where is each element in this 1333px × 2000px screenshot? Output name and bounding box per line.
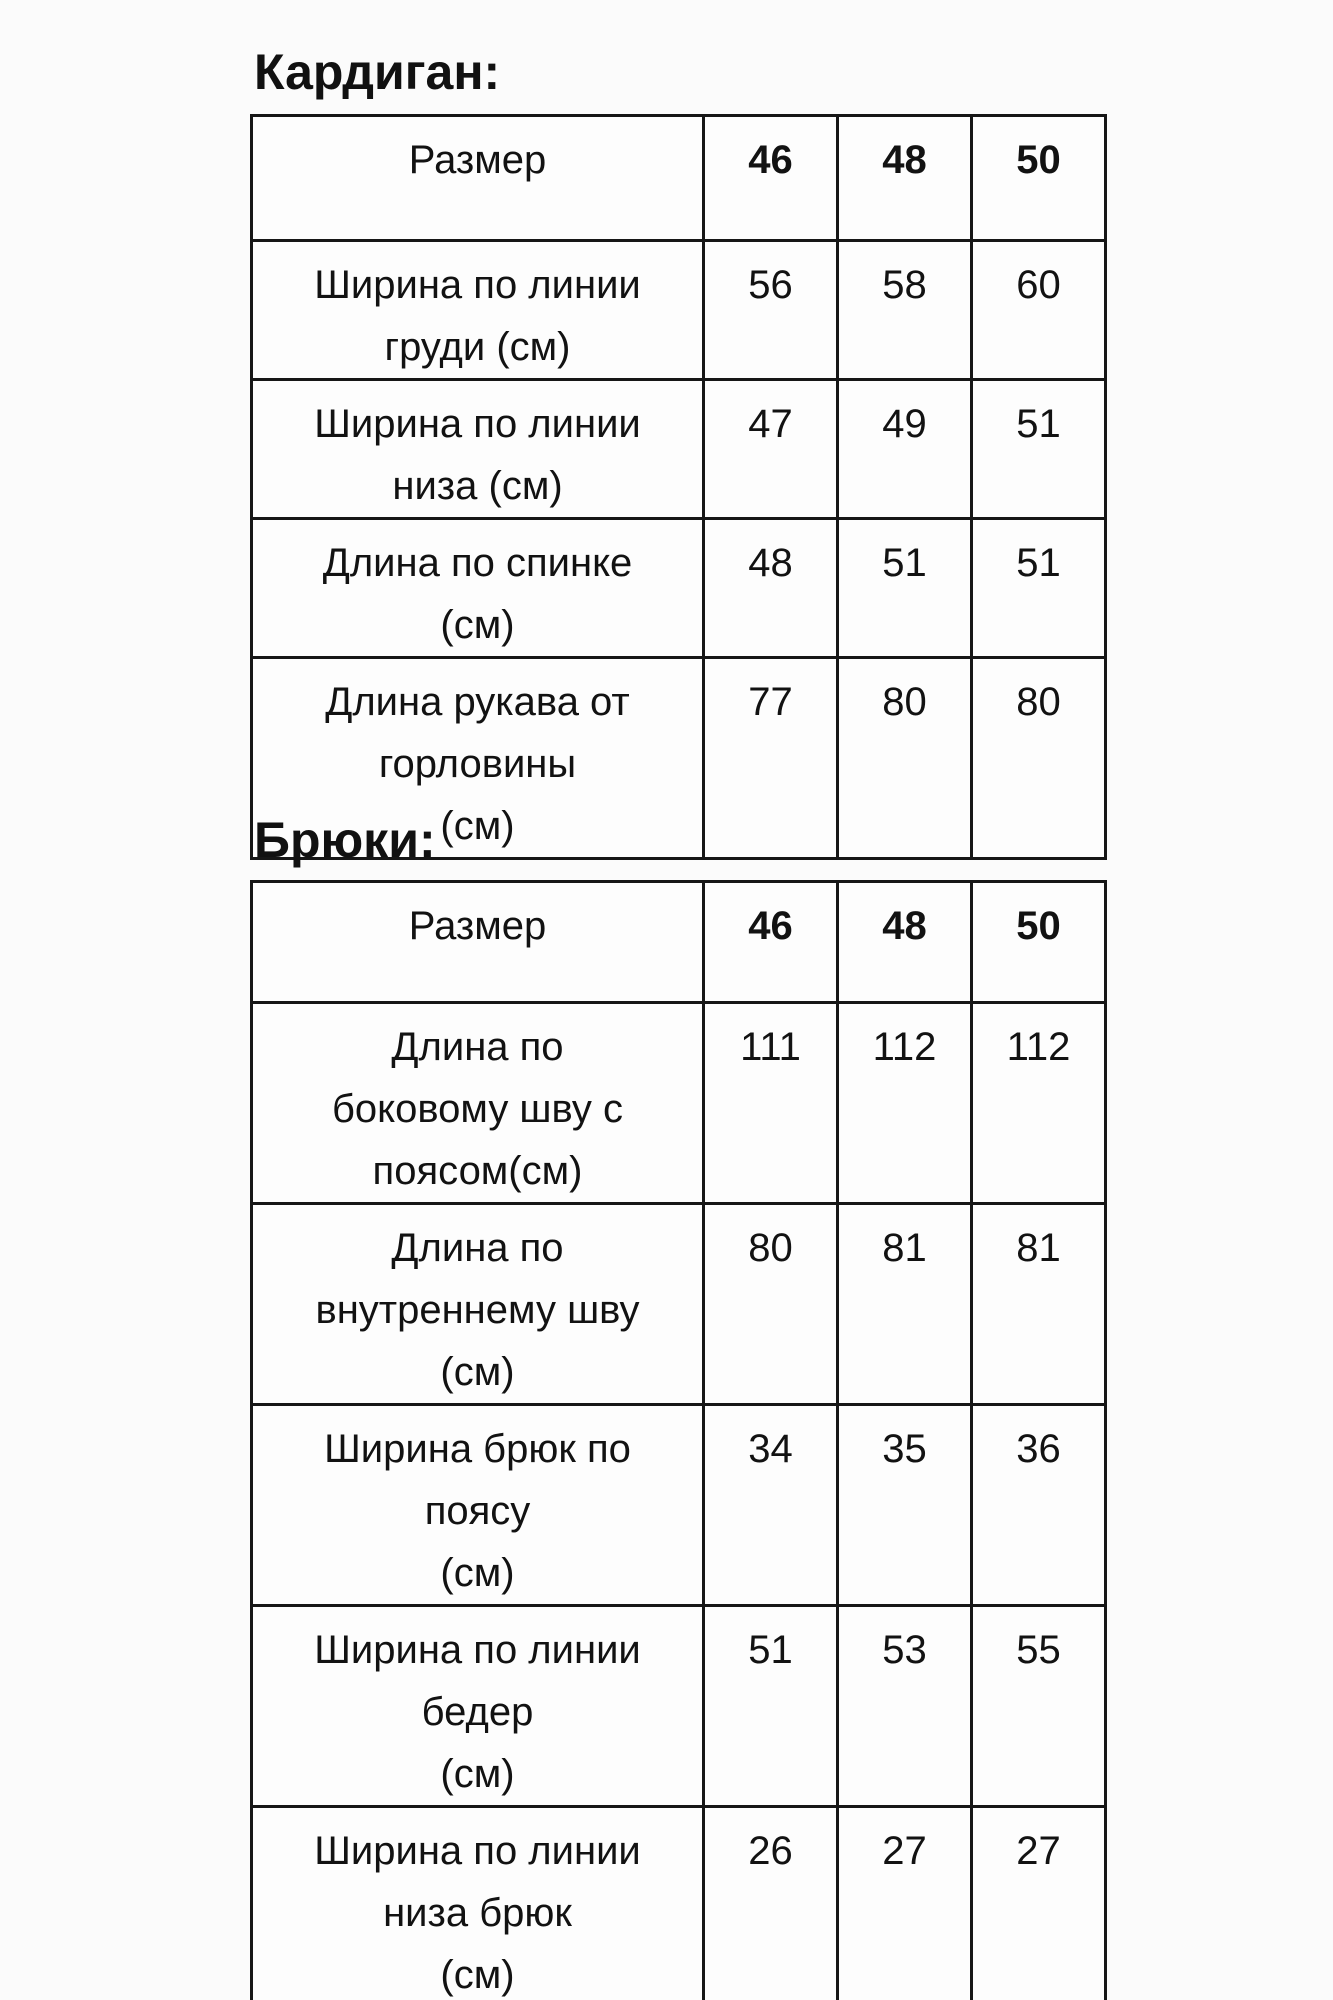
measurement-value-cell: 111 (704, 1003, 838, 1204)
measurement-label-line: Ширина по линии (314, 1628, 641, 1672)
size-column-header: 48 (838, 116, 972, 241)
measurement-value-cell: 27 (972, 1807, 1106, 2000)
trousers-section-title: Брюки: (254, 812, 436, 868)
measurement-label-line: (см) (440, 1551, 515, 1595)
measurement-value-cell: 26 (704, 1807, 838, 2000)
measurement-value-cell: 60 (972, 241, 1106, 380)
measurement-value-cell: 27 (838, 1807, 972, 2000)
measurement-label-cell (252, 1003, 704, 1204)
cardigan-section-title: Кардиган: (254, 44, 501, 100)
measurement-label-line: Ширина по линии (314, 263, 641, 307)
measurement-value-cell: 51 (838, 519, 972, 658)
measurement-value-cell: 80 (704, 1204, 838, 1405)
measurement-label-line: Ширина по линии (314, 402, 641, 446)
measurement-value-cell: 51 (972, 519, 1106, 658)
measurement-label-line: груди (см) (384, 325, 571, 369)
measurement-label-line: Ширина по линии (314, 1829, 641, 1873)
measurement-value-cell: 77 (704, 658, 838, 859)
measurement-label-cell (252, 519, 704, 658)
measurement-label-line: (см) (440, 804, 515, 848)
trousers-header-row (252, 882, 1106, 1003)
measurement-label-line: низа брюк (383, 1891, 572, 1935)
measurement-label-line: низа (см) (392, 464, 563, 508)
measurement-value-cell: 48 (704, 519, 838, 658)
measurement-value-cell: 80 (972, 658, 1106, 859)
measurement-label-line: боковому шву с (331, 1087, 624, 1131)
measurement-value-cell: 55 (972, 1606, 1106, 1807)
measurement-label-line: (см) (440, 603, 515, 647)
measurement-label-line: поясом(см) (372, 1149, 583, 1193)
cardigan-measurement-row (252, 241, 1106, 380)
measurement-label-line: (см) (440, 1752, 515, 1796)
measurement-value-cell: 112 (838, 1003, 972, 1204)
trousers-size-table (250, 880, 1107, 2000)
measurement-label-line: (см) (440, 1953, 515, 1997)
measurement-value-cell: 53 (838, 1606, 972, 1807)
measurement-value-cell: 51 (972, 380, 1106, 519)
size-header-label: Размер (252, 882, 704, 1003)
measurement-value-cell: 81 (972, 1204, 1106, 1405)
size-column-header: 48 (838, 882, 972, 1003)
measurement-value-cell: 51 (704, 1606, 838, 1807)
measurement-label-line: Длина по (391, 1226, 564, 1270)
measurement-label-cell (252, 1405, 704, 1606)
size-column-header: 46 (704, 882, 838, 1003)
measurement-value-cell: 80 (838, 658, 972, 859)
cardigan-measurement-row (252, 380, 1106, 519)
measurement-value-cell: 36 (972, 1405, 1106, 1606)
measurement-label-cell (252, 241, 704, 380)
measurement-value-cell: 49 (838, 380, 972, 519)
measurement-label-line: горловины (378, 742, 577, 786)
size-header-label: Размер (252, 116, 704, 241)
measurement-value-cell: 58 (838, 241, 972, 380)
cardigan-measurement-row (252, 519, 1106, 658)
measurement-label-line: (см) (440, 1350, 515, 1394)
measurement-value-cell: 56 (704, 241, 838, 380)
measurement-label-line: бедер (421, 1690, 534, 1734)
measurement-label-line: Длина по спинке (322, 541, 633, 585)
measurement-value-cell: 34 (704, 1405, 838, 1606)
measurement-value-cell: 112 (972, 1003, 1106, 1204)
measurement-label-line: Длина рукава от (325, 680, 630, 724)
measurement-label-line: поясу (424, 1489, 531, 1533)
measurement-label-line: Ширина брюк по (324, 1427, 631, 1471)
size-column-header: 50 (972, 116, 1106, 241)
trousers-measurement-row (252, 1405, 1106, 1606)
trousers-measurement-row (252, 1204, 1106, 1405)
size-column-header: 46 (704, 116, 838, 241)
measurement-value-cell: 35 (838, 1405, 972, 1606)
measurement-value-cell: 47 (704, 380, 838, 519)
measurement-label-cell (252, 1204, 704, 1405)
measurement-label-cell (252, 380, 704, 519)
size-column-header: 50 (972, 882, 1106, 1003)
measurement-label-cell (252, 1807, 704, 2000)
measurement-label-line: Длина по (391, 1025, 564, 1069)
measurement-label-line: внутреннему шву (315, 1288, 640, 1332)
measurement-value-cell: 81 (838, 1204, 972, 1405)
trousers-measurement-row (252, 1003, 1106, 1204)
cardigan-header-row (252, 116, 1106, 241)
measurement-label-cell (252, 1606, 704, 1807)
trousers-measurement-row (252, 1807, 1106, 2000)
trousers-measurement-row (252, 1606, 1106, 1807)
cardigan-size-table (250, 114, 1107, 860)
